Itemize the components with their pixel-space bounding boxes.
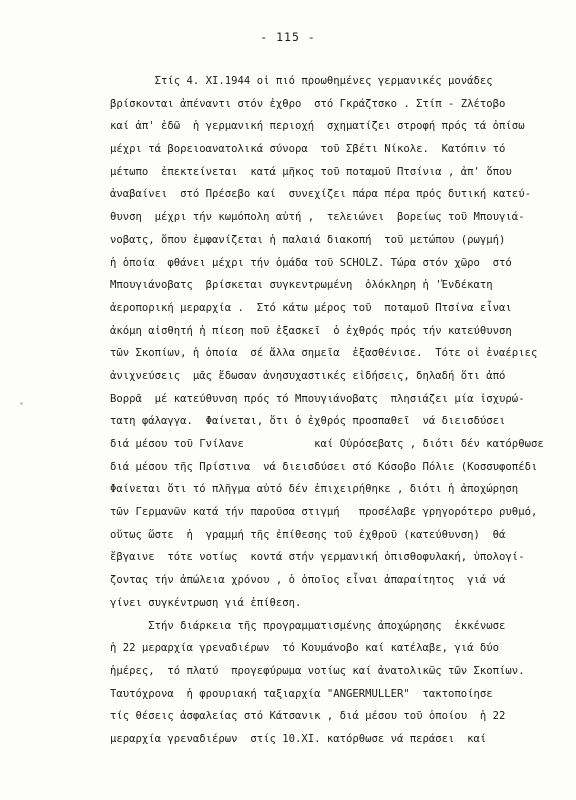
text-line: ἀεροπορική μεραρχία . Στό κάτω μέρος τοῦ ποταμοῦ Πτσίνα εἶναι: [110, 301, 512, 314]
text-line: τῶν Σκοπίων, ἡ ὁποία σέ ἄλλα σημεῖα ἐξασθένισε. Τότε οἱ ἐναέριες: [110, 347, 538, 360]
text-line: διά μέσου τοῦ Γνίλανε καί Οὐρόσεβατς , διότι δέν κατόρθωσε: [110, 438, 544, 450]
text-line: μέχρι τά βορειοανατολικά σύνορα τοῦ Σβέτι Νίκολε. Κατόπιν τό: [110, 143, 506, 156]
text-line: ἀκόμη αἰσθητή ἡ πίεση ποῦ ἐξασκεῖ ὁ ἐχθρός πρός τήν κατεύθυνση: [110, 324, 512, 337]
text-line: ἡ ὁποία φθάνει μέχρι τήν ὁμάδα τοῦ SCHOLZ. Τώρα στόν χῶρο στό: [110, 256, 512, 269]
text-line: ζοντας τήν ἀπώλεια χρόνου , ὁ ὁποῖος εἶναι ἀπαραίτητος γιά νά: [110, 574, 506, 587]
body-text: [110, 70, 565, 751]
text-line: μέτωπο ἐπεκτείνεται κατά μῆκος τοῦ ποταμοῦ Πτσίνια , ἀπ' ὅπου: [110, 165, 512, 178]
text-line: Στήν διάρκεια τῆς προγραμματισμένης ἀποχώρησης ἐκκένωσε: [110, 619, 506, 632]
text-line: ἔβγαινε τότε νοτίως κοντά στήν γερμανική ὀπισθοφυλακή, ὑπολογί-: [110, 551, 525, 564]
text-line: τίς θέσεις ἀσφαλείας στό Κάτσανικ , διά μέσου τοῦ ὁποίου ἡ 22: [110, 710, 506, 723]
text-line: νοβατς, ὅπου ἐμφανίζεται ἡ παλαιά διακοπή τοῦ μετώπου (ρωγμή): [110, 233, 506, 246]
text-line: τῶν Γερμανῶν κατά τήν παροῦσα στιγμή προσέλαβε γρηγορότερο ρυθμό,: [110, 506, 538, 519]
text-line: Βορρᾶ μέ κατεύθυνση πρός τό Μπουγιάνοβατς πλησιάζει μία ἰσχυρώ-: [110, 392, 525, 405]
text-line: Στίς 4. XI.1944 οἱ πιό προωθημένες γερμανικές μονάδες: [110, 75, 493, 87]
text-line: μεραρχία γρεναδιέρων στίς 10.XI. κατόρθωσε νά περάσει καί: [110, 732, 487, 745]
text-line: καί ἀπ' ἐδῶ ἡ γερμανική περιοχή σχηματίζει στροφή πρός τά ὀπίσω: [110, 120, 525, 133]
text-line: θυνση μέχρι τήν κωμόπολη αὐτή , τελειώνει βορείως τοῦ Μπουγιά-: [110, 211, 525, 224]
text-line: διά μέσου τῆς Πρίστινα νά διεισδύσει στό Κόσοβο Πόλιε (Κοσσυφοπέδι: [110, 460, 538, 473]
text-line: βρίσκονται ἀπέναντι στόν ἐχθρο στό Γκράζτσκο . Στίπ - Ζλέτοβο: [110, 97, 506, 110]
text-line: οὕτως ὥστε ἡ γραμμή τῆς ἐπίθεσης τοῦ ἐχθροῦ (κατεύθυνση) θά: [110, 528, 506, 541]
text-line: ἀνιχνεύσεις μᾶς ἔδωσαν ἀνησυχαστικές εἰδήσεις, δηλαδή ὅτι ἀπό: [110, 369, 506, 382]
scan-speck: [20, 402, 23, 405]
text-line: γίνει συγκέντρωση γιά ἐπίθεση.: [110, 596, 302, 609]
text-line: ἡμέρες, τό πλατύ προγεφύρωμα νοτίως καί ἀνατολικῶς τῶν Σκοπίων.: [110, 664, 525, 677]
page-number: - 115 -: [260, 30, 316, 44]
text-line: ἡ 22 μεραρχία γρεναδιέρων τό Κουμάνοβο καί κατέλαβε, γιά δύο: [110, 642, 500, 655]
text-line: Φαίνεται ὅτι τό πλῆγμα αὐτό δέν ἐπιχειρήθηκε , διότι ἡ ἀποχώρηση: [110, 483, 519, 496]
text-line: ἀναβαίνει στό Πρέσεβο καί συνεχίζει πάρα πέρα πρός δυτική κατεύ-: [110, 188, 531, 201]
text-line: Ταυτόχρονα ἡ φρουριακή ταξιαρχία "ANGERMULLER" τακτοποίησε: [110, 687, 493, 700]
text-line: τατη φάλαγγα. Φαίνεται, ὅτι ὁ ἐχθρός προσπαθεῖ νά διεισδύσει: [110, 415, 506, 428]
text-line: Μπουγιάνοβατς βρίσκεται συγκεντρωμένη ὁλόκληρη ἡ 'Ἐνδέκατη: [110, 279, 493, 292]
